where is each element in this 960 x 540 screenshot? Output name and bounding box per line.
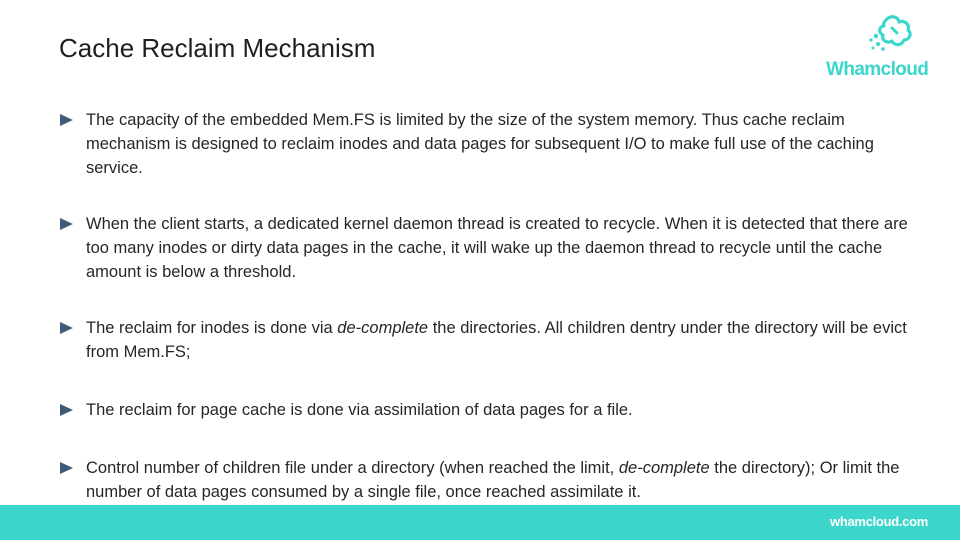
bullet-arrow-icon bbox=[60, 218, 73, 230]
bullet-item bbox=[60, 398, 920, 422]
bullet-text-after: the directories. All children dentry under the directory will be evict from Mem.FS; bbox=[86, 319, 907, 361]
bullet-item bbox=[60, 316, 920, 364]
bullet-text: The reclaim for page cache is done via assimilation of data pages for a file. bbox=[86, 401, 633, 419]
bullet-text-before: Control number of children file under a directory (when reached the limit, bbox=[86, 459, 619, 477]
footer-url: whamcloud.com bbox=[830, 514, 928, 529]
whamcloud-logo-icon bbox=[866, 14, 912, 58]
bullet-item bbox=[60, 456, 920, 504]
bullet-text: The capacity of the embedded Mem.FS is limited by the size of the system memory. Thus cache reclaim mechanism is designed to reclaim inodes and data pages for subsequent I/O to make full use of the caching service. bbox=[86, 111, 874, 177]
bullet-text-after: the directory); Or limit the number of data pages consumed by a single file, once reached assimilate it. bbox=[86, 459, 900, 501]
bullet-item bbox=[60, 108, 920, 180]
logo-wordmark: Whamcloud bbox=[826, 59, 929, 80]
footer-bar bbox=[0, 505, 960, 540]
bullet-emphasis: de-complete bbox=[337, 319, 429, 337]
bullet-arrow-icon bbox=[60, 322, 73, 334]
bullet-item bbox=[60, 212, 920, 284]
bullet-arrow-icon bbox=[60, 404, 73, 416]
bullet-text-before: The reclaim for inodes is done via bbox=[86, 319, 338, 337]
slide-title: Cache Reclaim Mechanism bbox=[59, 33, 376, 63]
bullet-arrow-icon bbox=[60, 462, 73, 474]
bullet-emphasis: de-complete bbox=[618, 459, 710, 477]
whamcloud-logo bbox=[824, 14, 940, 84]
bullet-arrow-icon bbox=[60, 114, 73, 126]
bullet-text: When the client starts, a dedicated kernel daemon thread is created to recycle. When it is detected that there are too many inodes or dirty data pages in the cache, it will wake up the daemon thread to recycle until the cache amount is below a threshold. bbox=[86, 215, 908, 281]
